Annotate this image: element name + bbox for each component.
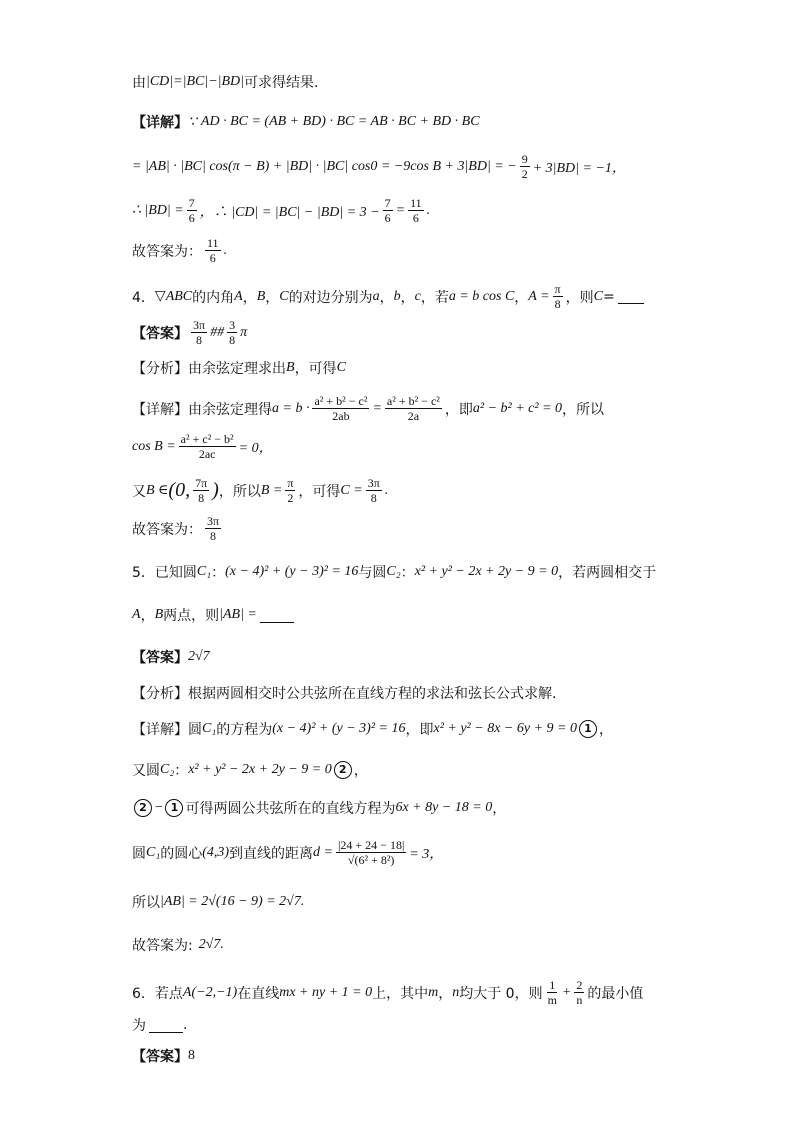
math: C₁ xyxy=(196,564,212,579)
text-line xyxy=(132,318,247,347)
math: C = xyxy=(340,482,363,498)
math: AD · BC = (AB + BD) · BC = AB · BC + BD · BC xyxy=(200,114,480,129)
text: ，所以 xyxy=(562,401,605,418)
text-line xyxy=(132,196,430,225)
math: C xyxy=(279,288,289,304)
math: . xyxy=(300,894,305,909)
math: 6x + 8y − 18 = 0 xyxy=(395,800,493,815)
text: 所以 xyxy=(132,895,160,911)
math: + xyxy=(561,984,572,1000)
math: x² + y² − 2x + 2y − 9 = 0 xyxy=(414,564,559,579)
text-line xyxy=(132,760,368,780)
math: − xyxy=(208,74,218,89)
text: ： xyxy=(211,565,226,581)
text-line xyxy=(132,476,388,505)
text: 为 xyxy=(132,1018,146,1034)
fraction: $\frac{\text{a² + b² − c²}}{2ab}$ xyxy=(314,394,368,423)
math: (x − 4)² + (y − 3)² = 16 xyxy=(225,564,359,579)
math: x² + y² − 8x − 6y + 9 = 0 xyxy=(433,721,577,736)
text-line xyxy=(132,514,224,543)
answer-blank xyxy=(618,289,644,304)
text: ， xyxy=(242,289,257,306)
text: 上，其中 xyxy=(372,985,429,1002)
text: 的内角 xyxy=(192,289,235,306)
math: mx + ny + 1 = 0 xyxy=(279,984,373,1000)
math: B xyxy=(154,607,164,622)
math: ，∴ |CD| = |BC| − |BD| = 3 − xyxy=(199,204,380,220)
text: . xyxy=(183,1017,188,1033)
question-4 xyxy=(132,282,644,311)
math: C₁ xyxy=(202,721,217,736)
math: B ∈ xyxy=(146,483,169,498)
math: = xyxy=(395,202,406,218)
text-line xyxy=(132,838,443,867)
text-line xyxy=(132,236,227,265)
math: a² − b² + c² = 0 xyxy=(472,400,563,416)
fraction: $\frac{7}{6}$ xyxy=(188,196,195,225)
text: 圆 xyxy=(132,845,146,862)
math: n xyxy=(452,984,460,1000)
section-tag: 【答案】 xyxy=(132,650,188,666)
math: − xyxy=(154,800,164,815)
fraction: $\frac{3\pi}{8}$ xyxy=(207,514,220,543)
text: 【详解】圆 xyxy=(132,722,202,738)
math: = |AB| · |BC| cos(π − B) + |BD| · |BC| cos0 = −9cos B + 3|BD| = − xyxy=(132,158,517,174)
text: ： xyxy=(400,565,415,581)
math: ) xyxy=(212,479,219,501)
math: ## xyxy=(210,324,225,340)
math: |CD| xyxy=(146,74,174,89)
math: C₂ xyxy=(160,762,175,777)
text: ， xyxy=(353,763,368,779)
math: b xyxy=(393,288,401,304)
text: 故答案为： xyxy=(132,243,202,260)
circled-number: 1 xyxy=(579,720,597,738)
text: ，即 xyxy=(444,401,473,418)
text: ， xyxy=(140,608,155,624)
question-number: 4． xyxy=(132,289,155,306)
fraction: $\frac{11}{6}$ xyxy=(410,196,422,225)
fraction: $\frac{3\pi}{8}$ xyxy=(367,476,380,505)
math: 2√7 xyxy=(188,649,210,664)
math: = xyxy=(173,74,183,89)
math: B xyxy=(286,360,295,375)
math: 8 xyxy=(188,1048,195,1063)
circled-number: 1 xyxy=(165,799,183,817)
text: 又圆 xyxy=(132,763,160,779)
math: a = b · xyxy=(272,400,310,416)
math: (0, xyxy=(168,479,191,501)
math: . xyxy=(220,937,224,952)
text: ，可得 xyxy=(294,361,337,377)
text: 故答案为: xyxy=(132,938,193,954)
section-tag: 【详解】 xyxy=(132,115,188,131)
math: a xyxy=(372,288,380,304)
text: 的方程为 xyxy=(216,722,273,738)
math: A xyxy=(132,607,141,622)
text-line xyxy=(132,683,556,703)
math: ∵ xyxy=(188,114,197,130)
text: ，若 xyxy=(420,289,449,306)
text: 【分析】根据两圆相交时公共弦所在直线方程的求法和弦长公式求解. xyxy=(132,686,557,702)
question-5 xyxy=(132,562,656,582)
text: 的最小值 xyxy=(587,985,644,1002)
text-line xyxy=(132,892,304,912)
text: 【分析】由余弦定理求出 xyxy=(132,361,286,377)
text: 两点，则 xyxy=(163,608,220,624)
math: d = xyxy=(313,844,333,860)
math: C xyxy=(593,288,603,304)
math: a = b cos C xyxy=(448,288,515,304)
fraction: $\frac{7}{6}$ xyxy=(384,196,391,225)
text-line xyxy=(132,358,346,378)
math: |AB| = xyxy=(219,607,257,622)
math: m xyxy=(428,984,439,1000)
text: ， xyxy=(492,801,507,817)
text: 故答案为： xyxy=(132,521,202,538)
text-line xyxy=(132,432,273,461)
text-line xyxy=(132,647,210,667)
fraction: $\frac{\text{a² + c² − b²}}{2ac}$ xyxy=(180,432,234,461)
math: A xyxy=(234,288,243,304)
text: 与圆 xyxy=(358,565,387,581)
text: ， xyxy=(514,289,529,306)
fraction: $\frac{\text{a² + b² − c²}}{2a}$ xyxy=(386,394,440,423)
text: 可得两圆公共弦所在的直线方程为 xyxy=(185,801,396,817)
text-line xyxy=(132,1015,187,1035)
math: (x − 4)² + (y − 3)² = 16 xyxy=(272,721,406,736)
text-line xyxy=(132,935,224,955)
section-tag: 【答案】 xyxy=(132,325,188,342)
text: 到直线的距离 xyxy=(229,845,314,862)
question-6 xyxy=(132,978,643,1007)
text: ，即 xyxy=(405,722,434,738)
text-line xyxy=(132,112,480,132)
text: 在直线 xyxy=(237,985,280,1002)
text: 5．已知圆 xyxy=(132,565,197,581)
math: cos B = xyxy=(132,438,176,454)
circled-number: 2 xyxy=(134,799,152,817)
fraction: $\frac{7\pi}{8}$ xyxy=(195,476,208,505)
text-line xyxy=(132,394,604,423)
math: |BC| xyxy=(182,74,209,89)
math: (4,3) xyxy=(202,844,230,860)
math: ∴ |BD| = xyxy=(132,203,184,218)
math: A(−2,−1) xyxy=(182,984,238,1000)
math: |AB| = 2√(16 − 9) = 2√7 xyxy=(160,894,301,909)
text: ， xyxy=(379,289,394,306)
math: |BD| xyxy=(217,74,245,89)
fraction: $\frac{9}{2}$ xyxy=(521,152,528,181)
fraction: $\frac{11}{6}$ xyxy=(207,236,219,265)
math: = 3， xyxy=(409,846,444,862)
math: + 3|BD| = −1， xyxy=(532,160,626,176)
math: C₁ xyxy=(146,844,161,860)
math: . xyxy=(426,202,431,218)
text: ， xyxy=(400,289,415,306)
fraction: $\frac{|24 + 24 - 18|}{\text{√(6² + 8²)}}$ xyxy=(338,838,405,867)
fraction: $\frac{\pi}{8}$ xyxy=(554,282,561,311)
fraction: $\frac{\pi}{2}$ xyxy=(287,476,294,505)
text: ，可得 xyxy=(298,483,341,500)
text-line xyxy=(132,798,506,818)
text: 的对边分别为 xyxy=(288,289,373,306)
answer-blank xyxy=(260,608,294,623)
text-line xyxy=(132,152,626,181)
math: c xyxy=(414,288,421,304)
math: C₂ xyxy=(386,564,401,579)
text: 【详解】由余弦定理得 xyxy=(132,401,272,418)
fraction: $\frac{3\pi}{8}$ xyxy=(193,318,206,347)
text: 可求得结果. xyxy=(244,75,319,91)
text-line xyxy=(132,719,613,739)
text-line xyxy=(132,1046,195,1066)
math: π xyxy=(240,324,248,340)
text: ， xyxy=(265,289,280,306)
math: . xyxy=(223,242,228,258)
math: A = xyxy=(528,288,550,304)
text: 均大于 0，则 xyxy=(459,985,543,1002)
math: ▽ABC xyxy=(154,289,193,304)
text-line xyxy=(132,605,294,625)
math: B = xyxy=(260,482,283,498)
math: x² + y² − 2x + 2y − 9 = 0 xyxy=(188,762,332,777)
fraction: $\frac{3}{8}$ xyxy=(229,318,236,347)
text: 的圆心 xyxy=(160,845,203,862)
text-line xyxy=(132,72,318,92)
text: 6．若点 xyxy=(132,985,183,1002)
circled-number: 2 xyxy=(334,761,352,779)
math: 2√7 xyxy=(198,937,221,952)
math: = xyxy=(372,400,382,416)
section-tag: 【答案】 xyxy=(132,1049,188,1065)
math: C xyxy=(336,360,346,375)
math: B xyxy=(256,288,266,304)
math: = 0， xyxy=(238,440,273,456)
text: ， xyxy=(438,985,453,1002)
text: ，则 xyxy=(565,289,594,306)
text: = xyxy=(602,288,615,305)
text: 由 xyxy=(132,75,146,91)
text: ， xyxy=(598,722,613,738)
text: ： xyxy=(174,763,189,779)
math: . xyxy=(384,482,389,498)
text: ，所以 xyxy=(218,483,261,500)
text: 又 xyxy=(132,483,146,500)
text: ，若两圆相交于 xyxy=(558,565,657,581)
answer-blank xyxy=(149,1018,183,1033)
fraction: $\frac{2}{n}$ xyxy=(576,978,583,1007)
fraction: $\frac{1}{m}$ xyxy=(547,978,557,1007)
